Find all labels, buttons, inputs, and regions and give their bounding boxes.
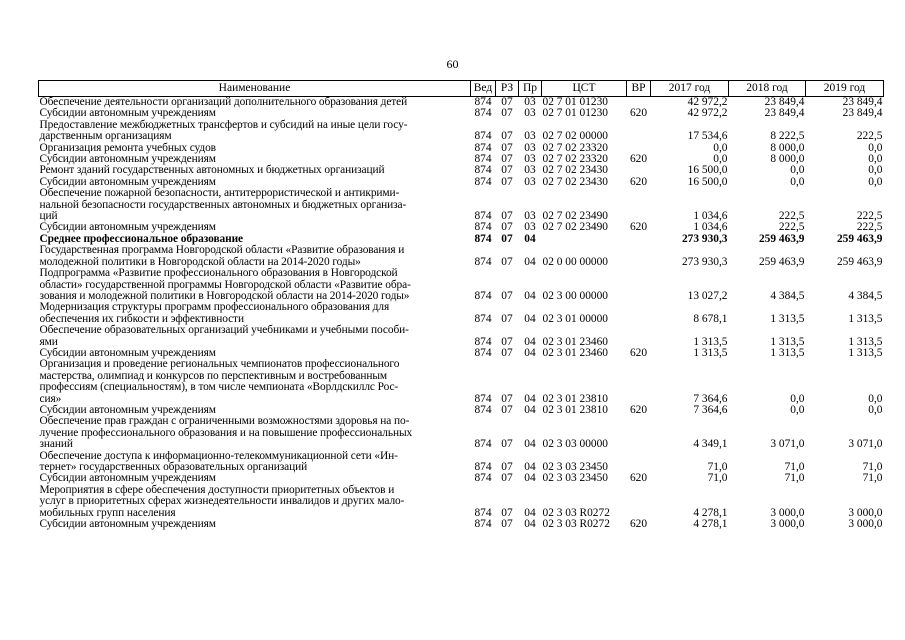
row-ved: 874 bbox=[474, 461, 492, 473]
row-cst: 02 3 03 23450 bbox=[542, 472, 608, 485]
row-pr: 04 bbox=[524, 438, 536, 451]
row-rz: 07 bbox=[501, 438, 513, 451]
row-pr: 04 bbox=[524, 392, 536, 405]
row-cst: 02 3 00 00000 bbox=[542, 289, 608, 302]
table-row bbox=[39, 188, 884, 222]
row-name: Мероприятия в сфере обеспечения доступности приоритетных объектов и услуг в приоритетных сферах жизнедеятельности инвалидов и других мало- мобильных групп населения bbox=[39, 483, 405, 519]
row-name: Субсидии автономным учреждениям bbox=[39, 346, 216, 359]
row-rz: 07 bbox=[501, 461, 513, 473]
row-name: Обеспечение образовательных организаций учебниками и учебными пособи- ями bbox=[39, 324, 409, 348]
table-row bbox=[39, 325, 884, 348]
col-header-ved: Вед bbox=[471, 81, 496, 97]
row-value-2017: 42 972,2 bbox=[687, 107, 728, 120]
row-value-2017: 17 534,6 bbox=[687, 130, 728, 143]
row-value-2017: 0,0 bbox=[713, 153, 728, 166]
row-pr: 03 bbox=[524, 107, 536, 120]
row-name: Государственная программа Новгородской области «Развитие образования и молодежной политики в Новгородской области на 2014-2020 годы» bbox=[39, 244, 405, 268]
row-name: Обеспечение доступа к информационно-телекоммуникационной сети «Ин- тернет» государственных образовательных организаций bbox=[39, 449, 398, 473]
row-value-2017: 71,0 bbox=[707, 461, 728, 473]
row-rz: 07 bbox=[501, 175, 513, 188]
row-cst: 02 3 03 00000 bbox=[542, 438, 608, 451]
row-pr: 04 bbox=[524, 461, 536, 473]
row-value-2019: 0,0 bbox=[868, 153, 883, 166]
row-value-2019: 71,0 bbox=[862, 472, 883, 485]
row-pr: 04 bbox=[524, 403, 536, 416]
row-value-2017: 7 364,6 bbox=[693, 403, 728, 416]
row-value-2017: 4 349,1 bbox=[693, 438, 728, 451]
row-ved: 874 bbox=[474, 438, 492, 451]
row-cst: 02 7 02 23430 bbox=[542, 164, 608, 177]
row-value-2019: 1 313,5 bbox=[848, 335, 883, 348]
row-vr bbox=[627, 325, 651, 348]
row-value-2019: 0,0 bbox=[868, 175, 883, 188]
row-value-2017: 273 930,3 bbox=[681, 232, 728, 245]
row-name: Организация и проведение региональных чемпионатов профессионального мастерства, олимпиад и конкурсов по перспективным и востребованным профессиям (специальностям), в том числе чемпионата «Ворлдскиллс Рос- сия» bbox=[39, 358, 400, 405]
row-vr bbox=[627, 245, 651, 268]
row-value-2017: 1 313,5 bbox=[693, 346, 728, 359]
table-header bbox=[39, 81, 884, 97]
table-row bbox=[39, 485, 884, 519]
row-vr bbox=[627, 485, 651, 519]
row-ved: 874 bbox=[474, 472, 492, 485]
row-name: Ремонт зданий государственных автономных и бюджетных организаций bbox=[39, 164, 385, 177]
table-row bbox=[39, 451, 884, 474]
row-pr: 04 bbox=[524, 346, 536, 359]
row-rz: 07 bbox=[501, 472, 513, 485]
row-pr: 03 bbox=[524, 210, 536, 223]
row-rz: 07 bbox=[501, 232, 513, 245]
row-value-2017: 0,0 bbox=[713, 141, 728, 154]
row-value-2019: 1 313,5 bbox=[848, 346, 883, 359]
row-value-2017: 7 364,6 bbox=[693, 392, 728, 405]
row-pr: 04 bbox=[524, 472, 536, 485]
row-pr: 04 bbox=[524, 312, 536, 325]
row-value-2019: 0,0 bbox=[868, 392, 883, 405]
row-vr: 620 bbox=[629, 107, 648, 120]
row-cst: 02 3 01 23460 bbox=[542, 346, 608, 359]
row-name: Субсидии автономным учреждениям bbox=[39, 403, 216, 416]
row-name: Субсидии автономным учреждениям bbox=[39, 221, 216, 234]
row-cst: 02 7 02 23320 bbox=[542, 153, 608, 166]
row-vr bbox=[627, 120, 651, 143]
row-pr: 03 bbox=[524, 221, 536, 234]
row-cst: 02 7 02 00000 bbox=[542, 130, 608, 143]
row-name: Среднее профессиональное образование bbox=[39, 232, 243, 245]
row-value-2017: 1 034,6 bbox=[693, 221, 728, 234]
row-value-2018: 259 463,9 bbox=[758, 255, 805, 268]
row-rz: 07 bbox=[501, 312, 513, 325]
row-ved: 874 bbox=[474, 403, 492, 416]
col-header-pr: Пр bbox=[519, 81, 542, 97]
row-value-2017: 1 313,5 bbox=[693, 335, 728, 348]
row-rz: 07 bbox=[501, 141, 513, 154]
row-value-2019: 23 849,4 bbox=[842, 96, 883, 108]
row-value-2019: 0,0 bbox=[868, 141, 883, 154]
row-value-2018: 3 000,0 bbox=[770, 506, 805, 519]
row-ved: 874 bbox=[474, 153, 492, 166]
row-value-2017: 4 278,1 bbox=[693, 506, 728, 519]
row-value-2018: 23 849,4 bbox=[764, 96, 805, 108]
row-rz: 07 bbox=[501, 164, 513, 177]
row-name: Субсидии автономным учреждениям bbox=[39, 107, 216, 120]
row-ved: 874 bbox=[474, 232, 492, 245]
row-vr: 620 bbox=[629, 175, 648, 188]
row-vr: 620 bbox=[629, 346, 648, 359]
row-pr: 03 bbox=[524, 175, 536, 188]
row-name: Предоставление межбюджетных трансфертов и субсидий на иные цели госу- дарственным организациям bbox=[39, 118, 408, 143]
table-row bbox=[39, 416, 884, 450]
row-ved: 874 bbox=[474, 141, 492, 154]
row-value-2019: 23 849,4 bbox=[842, 107, 883, 120]
row-pr: 04 bbox=[524, 232, 536, 245]
row-ved: 874 bbox=[474, 107, 492, 120]
row-value-2018: 4 384,5 bbox=[770, 289, 805, 302]
row-cst: 02 3 03 R0272 bbox=[542, 506, 610, 519]
row-value-2018: 8 000,0 bbox=[770, 153, 805, 166]
row-value-2018: 0,0 bbox=[790, 392, 805, 405]
row-name: Обеспечение прав граждан с ограниченными возможностями здоровья на по- лучение профессионального образования и на повышение профессиональных знаний bbox=[39, 415, 413, 451]
row-vr bbox=[627, 302, 651, 325]
row-pr: 03 bbox=[524, 141, 536, 154]
row-rz: 07 bbox=[501, 210, 513, 223]
row-vr: 620 bbox=[629, 518, 648, 531]
row-value-2017: 42 972,2 bbox=[687, 96, 728, 108]
row-name: Субсидии автономным учреждениям bbox=[39, 175, 216, 188]
row-rz: 07 bbox=[501, 96, 513, 108]
row-value-2018: 71,0 bbox=[784, 472, 805, 485]
row-value-2017: 13 027,2 bbox=[687, 289, 728, 302]
row-vr bbox=[627, 188, 651, 222]
row-cst: 02 0 00 00000 bbox=[542, 255, 608, 268]
row-cst bbox=[542, 234, 627, 245]
row-value-2018: 222,5 bbox=[778, 221, 805, 234]
row-value-2018: 8 000,0 bbox=[770, 141, 805, 154]
row-name: Субсидии автономным учреждениям bbox=[39, 518, 216, 531]
row-vr bbox=[627, 359, 651, 405]
row-rz: 07 bbox=[501, 255, 513, 268]
table-row bbox=[39, 519, 884, 530]
row-value-2019: 222,5 bbox=[856, 210, 883, 223]
row-value-2018: 3 071,0 bbox=[770, 438, 805, 451]
row-ved: 874 bbox=[474, 175, 492, 188]
row-pr: 04 bbox=[524, 255, 536, 268]
row-cst: 02 3 03 23450 bbox=[542, 461, 608, 473]
row-name: Обеспечение деятельности организаций дополнительного образования детей bbox=[39, 96, 408, 108]
row-value-2019: 259 463,9 bbox=[836, 232, 883, 245]
row-cst: 02 7 01 01230 bbox=[542, 96, 608, 108]
row-pr: 03 bbox=[524, 153, 536, 166]
row-value-2019: 71,0 bbox=[862, 461, 883, 473]
row-value-2017: 16 500,0 bbox=[687, 164, 728, 177]
row-ved: 874 bbox=[474, 346, 492, 359]
row-value-2019: 3 000,0 bbox=[848, 506, 883, 519]
col-header-2017: 2017 год bbox=[651, 81, 729, 97]
row-rz: 07 bbox=[501, 506, 513, 519]
col-header-vr: ВР bbox=[627, 81, 651, 97]
row-value-2019: 222,5 bbox=[856, 221, 883, 234]
row-rz: 07 bbox=[501, 107, 513, 120]
row-vr bbox=[627, 451, 651, 474]
row-cst: 02 3 01 23460 bbox=[542, 335, 608, 348]
row-ved: 874 bbox=[474, 255, 492, 268]
row-cst: 02 3 01 00000 bbox=[542, 312, 608, 325]
row-value-2018: 0,0 bbox=[790, 403, 805, 416]
row-vr: 620 bbox=[629, 472, 648, 485]
row-value-2018: 1 313,5 bbox=[770, 346, 805, 359]
row-name: Модернизация структуры программ профессионального образования для обеспечения их гибкости и эффективности bbox=[39, 301, 390, 325]
page-number: 60 bbox=[446, 57, 459, 71]
row-vr: 620 bbox=[629, 403, 648, 416]
col-header-name: Наименование bbox=[39, 81, 471, 97]
row-value-2019: 222,5 bbox=[856, 130, 883, 143]
row-cst: 02 7 02 23430 bbox=[542, 175, 608, 188]
row-value-2019: 4 384,5 bbox=[848, 289, 883, 302]
row-name: Субсидии автономным учреждениям bbox=[39, 153, 216, 166]
row-ved: 874 bbox=[474, 312, 492, 325]
row-pr: 03 bbox=[524, 130, 536, 143]
row-pr: 03 bbox=[524, 96, 536, 108]
row-pr: 03 bbox=[524, 164, 536, 177]
row-cst: 02 3 01 23810 bbox=[542, 392, 608, 405]
row-ved: 874 bbox=[474, 221, 492, 234]
row-value-2019: 0,0 bbox=[868, 164, 883, 177]
row-value-2019: 3 000,0 bbox=[848, 518, 883, 531]
row-ved: 874 bbox=[474, 289, 492, 302]
budget-table bbox=[38, 80, 884, 530]
row-value-2018: 1 313,5 bbox=[770, 312, 805, 325]
row-value-2019: 259 463,9 bbox=[836, 255, 883, 268]
row-cst: 02 3 01 23810 bbox=[542, 403, 608, 416]
row-vr: 620 bbox=[629, 221, 648, 234]
row-value-2019: 0,0 bbox=[868, 403, 883, 416]
row-vr bbox=[627, 234, 651, 245]
col-header-2018: 2018 год bbox=[729, 81, 806, 97]
row-value-2017: 273 930,3 bbox=[681, 255, 728, 268]
row-name: Субсидии автономным учреждениям bbox=[39, 472, 216, 485]
row-rz: 07 bbox=[501, 289, 513, 302]
row-value-2017: 4 278,1 bbox=[693, 518, 728, 531]
row-ved: 874 bbox=[474, 335, 492, 348]
row-value-2018: 222,5 bbox=[778, 210, 805, 223]
row-name: Обеспечение пожарной безопасности, антитеррористической и антикрими- нальной безопасности государственных автономных и бюджетных организа- ций bbox=[39, 187, 407, 223]
row-ved: 874 bbox=[474, 210, 492, 223]
table-row bbox=[39, 359, 884, 405]
row-value-2018: 71,0 bbox=[784, 461, 805, 473]
row-value-2018: 0,0 bbox=[790, 175, 805, 188]
row-value-2017: 71,0 bbox=[707, 472, 728, 485]
row-value-2018: 8 222,5 bbox=[770, 130, 805, 143]
row-pr: 04 bbox=[524, 506, 536, 519]
table-row bbox=[39, 268, 884, 302]
row-value-2017: 8 678,1 bbox=[693, 312, 728, 325]
row-value-2017: 16 500,0 bbox=[687, 175, 728, 188]
row-pr: 04 bbox=[524, 335, 536, 348]
row-ved: 874 bbox=[474, 164, 492, 177]
row-cst: 02 7 01 01230 bbox=[542, 107, 608, 120]
table-row bbox=[39, 245, 884, 268]
row-name: Организация ремонта учебных судов bbox=[39, 141, 216, 154]
row-vr bbox=[627, 268, 651, 302]
row-value-2018: 3 000,0 bbox=[770, 518, 805, 531]
row-cst: 02 3 03 R0272 bbox=[542, 518, 610, 531]
row-rz: 07 bbox=[501, 335, 513, 348]
row-pr: 04 bbox=[524, 518, 536, 531]
row-vr: 620 bbox=[629, 153, 648, 166]
row-rz: 07 bbox=[501, 518, 513, 531]
table-row bbox=[39, 302, 884, 325]
table-body bbox=[39, 97, 884, 531]
row-cst: 02 7 02 23490 bbox=[542, 210, 608, 223]
row-ved: 874 bbox=[474, 96, 492, 108]
row-vr bbox=[627, 416, 651, 450]
row-rz: 07 bbox=[501, 392, 513, 405]
row-ved: 874 bbox=[474, 130, 492, 143]
row-value-2018: 0,0 bbox=[790, 164, 805, 177]
row-value-2017: 1 034,6 bbox=[693, 210, 728, 223]
row-ved: 874 bbox=[474, 518, 492, 531]
table-row bbox=[39, 120, 884, 143]
row-value-2018: 1 313,5 bbox=[770, 335, 805, 348]
row-rz: 07 bbox=[501, 403, 513, 416]
row-pr: 04 bbox=[524, 289, 536, 302]
row-cst: 02 7 02 23320 bbox=[542, 141, 608, 154]
row-value-2019: 1 313,5 bbox=[848, 312, 883, 325]
row-ved: 874 bbox=[474, 392, 492, 405]
row-value-2018: 259 463,9 bbox=[758, 232, 805, 245]
col-header-rz: РЗ bbox=[496, 81, 519, 97]
col-header-2019: 2019 год bbox=[806, 81, 884, 97]
row-rz: 07 bbox=[501, 221, 513, 234]
col-header-cst: ЦСТ bbox=[542, 81, 627, 97]
row-value-2018: 23 849,4 bbox=[764, 107, 805, 120]
row-ved: 874 bbox=[474, 506, 492, 519]
row-name: Подпрограмма «Развитие профессионального образования в Новгородской области» государственной программы Новгородской области «Развитие обра- зования и молодежной политики в Новгородской области на 2014-2020 годы» bbox=[39, 267, 411, 302]
row-rz: 07 bbox=[501, 130, 513, 143]
row-value-2019: 3 071,0 bbox=[848, 438, 883, 451]
row-cst: 02 7 02 23490 bbox=[542, 221, 608, 234]
row-rz: 07 bbox=[501, 346, 513, 359]
row-rz: 07 bbox=[501, 153, 513, 166]
